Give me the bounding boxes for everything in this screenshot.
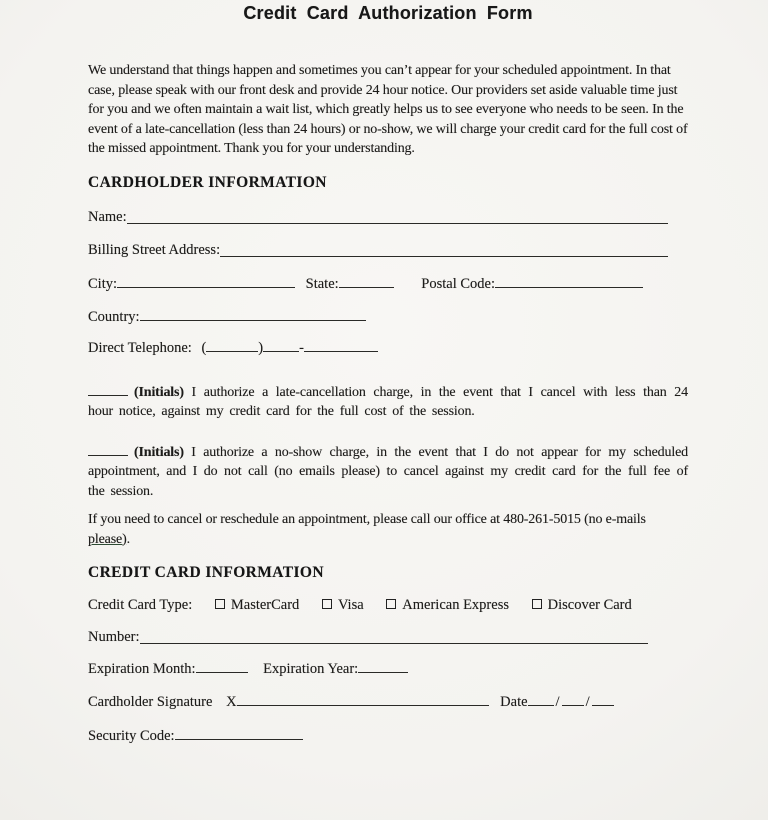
- expiration-month-label: Expiration Month:: [88, 661, 196, 677]
- discover-checkbox[interactable]: [532, 599, 542, 609]
- date-slash: /: [585, 694, 590, 710]
- visa-checkbox[interactable]: [322, 599, 332, 609]
- card-number-label: Number:: [88, 629, 140, 645]
- card-type-option-discover[interactable]: [532, 597, 632, 613]
- city-input-line[interactable]: [117, 275, 295, 288]
- late-cancellation-text: I authorize a late-cancellation charge, in the event that I cancel with less than 24 hour notice, against my credit card for the full cost of the session.: [88, 384, 688, 419]
- signature-label: Cardholder Signature: [88, 694, 213, 710]
- country-input-line[interactable]: [140, 308, 366, 321]
- phone-suffix-line[interactable]: [304, 339, 378, 352]
- card-number-row: [88, 629, 688, 646]
- amex-checkbox[interactable]: [386, 599, 396, 609]
- city-label: City:: [88, 275, 118, 292]
- cancellation-note-underlined: please): [88, 531, 127, 547]
- card-type-option-amex[interactable]: [386, 597, 509, 613]
- signature-x-mark: X: [226, 694, 237, 710]
- amex-label: American Express: [402, 597, 509, 613]
- country-label: Country:: [88, 308, 140, 325]
- cancellation-note-text: If you need to cancel or reschedule an appointment, please call our office at 480-261-5015 (no e-mails: [88, 512, 646, 527]
- late-cancellation-initials-line[interactable]: [88, 383, 128, 396]
- name-label: Name:: [88, 208, 127, 225]
- postal-code-label: Postal Code:: [421, 275, 496, 292]
- card-type-label: Credit Card Type:: [88, 597, 193, 613]
- no-show-text: I authorize a no-show charge, in the event that I do not appear for my scheduled appointment, and I do not call (no emails please) to cancel against my credit card for the full fee of the session.: [88, 444, 688, 499]
- name-input-line[interactable]: [127, 211, 668, 224]
- expiration-year-input-line[interactable]: [358, 660, 408, 673]
- date-month-line[interactable]: [528, 693, 554, 706]
- card-number-input-line[interactable]: [140, 631, 648, 644]
- date-slash: /: [555, 694, 560, 710]
- postal-code-input-line[interactable]: [495, 275, 643, 288]
- security-code-row: [88, 727, 688, 745]
- no-show-initials-line[interactable]: [88, 443, 128, 456]
- mastercard-label: MasterCard: [230, 597, 300, 613]
- phone-close-paren: ): [258, 339, 264, 356]
- country-field-row: [88, 308, 688, 326]
- name-field-row: [88, 209, 688, 226]
- date-year-line[interactable]: [592, 693, 614, 706]
- initials-label: (Initials): [134, 444, 184, 460]
- state-input-line[interactable]: [339, 275, 394, 288]
- intro-paragraph: We understand that things happen and sometimes you can’t appear for your scheduled appointment. In that case, please speak with our front desk and provide 24 hour notice. Our providers set aside valuable time just for you and we often maintain a wait list, which greatly helps us to see everyone who needs to be seen. In the event of a late-cancellation (less than 24 hours) or no-show, we will charge your credit card for the full cost of the missed appointment. Thank you for your understanding.: [88, 63, 688, 156]
- section-heading-cardholder: CARDHOLDER INFORMATION: [88, 173, 327, 191]
- expiration-row: [88, 660, 688, 678]
- security-code-input-line[interactable]: [175, 727, 303, 740]
- billing-address-label: Billing Street Address:: [88, 241, 221, 258]
- discover-label: Discover Card: [547, 597, 632, 613]
- billing-address-input-line[interactable]: [220, 244, 668, 257]
- expiration-year-label: Expiration Year:: [263, 661, 359, 677]
- phone-prefix-line[interactable]: [263, 339, 299, 352]
- visa-label: Visa: [337, 597, 364, 613]
- cancellation-note-period: .: [126, 531, 130, 547]
- signature-input-line[interactable]: [237, 693, 489, 706]
- date-day-line[interactable]: [562, 693, 584, 706]
- section-heading-credit-card: CREDIT CARD INFORMATION: [88, 564, 324, 581]
- phone-dash: -: [299, 339, 304, 356]
- mastercard-checkbox[interactable]: [215, 599, 225, 609]
- card-type-option-mastercard[interactable]: [215, 597, 299, 613]
- cancellation-note: [88, 510, 696, 549]
- signature-row: [88, 693, 688, 711]
- security-code-label: Security Code:: [88, 728, 175, 744]
- phone-open-paren: (: [201, 339, 207, 356]
- phone-area-code-line[interactable]: [206, 339, 258, 352]
- late-cancellation-authorization: [88, 383, 688, 422]
- city-state-postal-row: [88, 275, 688, 293]
- card-type-row: [88, 597, 688, 614]
- initials-label: (Initials): [134, 384, 184, 400]
- expiration-month-input-line[interactable]: [196, 660, 248, 673]
- card-type-option-visa[interactable]: [322, 597, 364, 613]
- telephone-field-row: [88, 339, 688, 357]
- billing-address-field-row: [88, 242, 688, 259]
- no-show-authorization: [88, 443, 688, 502]
- telephone-label: Direct Telephone:: [88, 339, 192, 356]
- date-label: Date: [500, 694, 528, 710]
- form-title: Credit Card Authorization Form: [243, 3, 533, 23]
- state-label: State:: [305, 275, 339, 292]
